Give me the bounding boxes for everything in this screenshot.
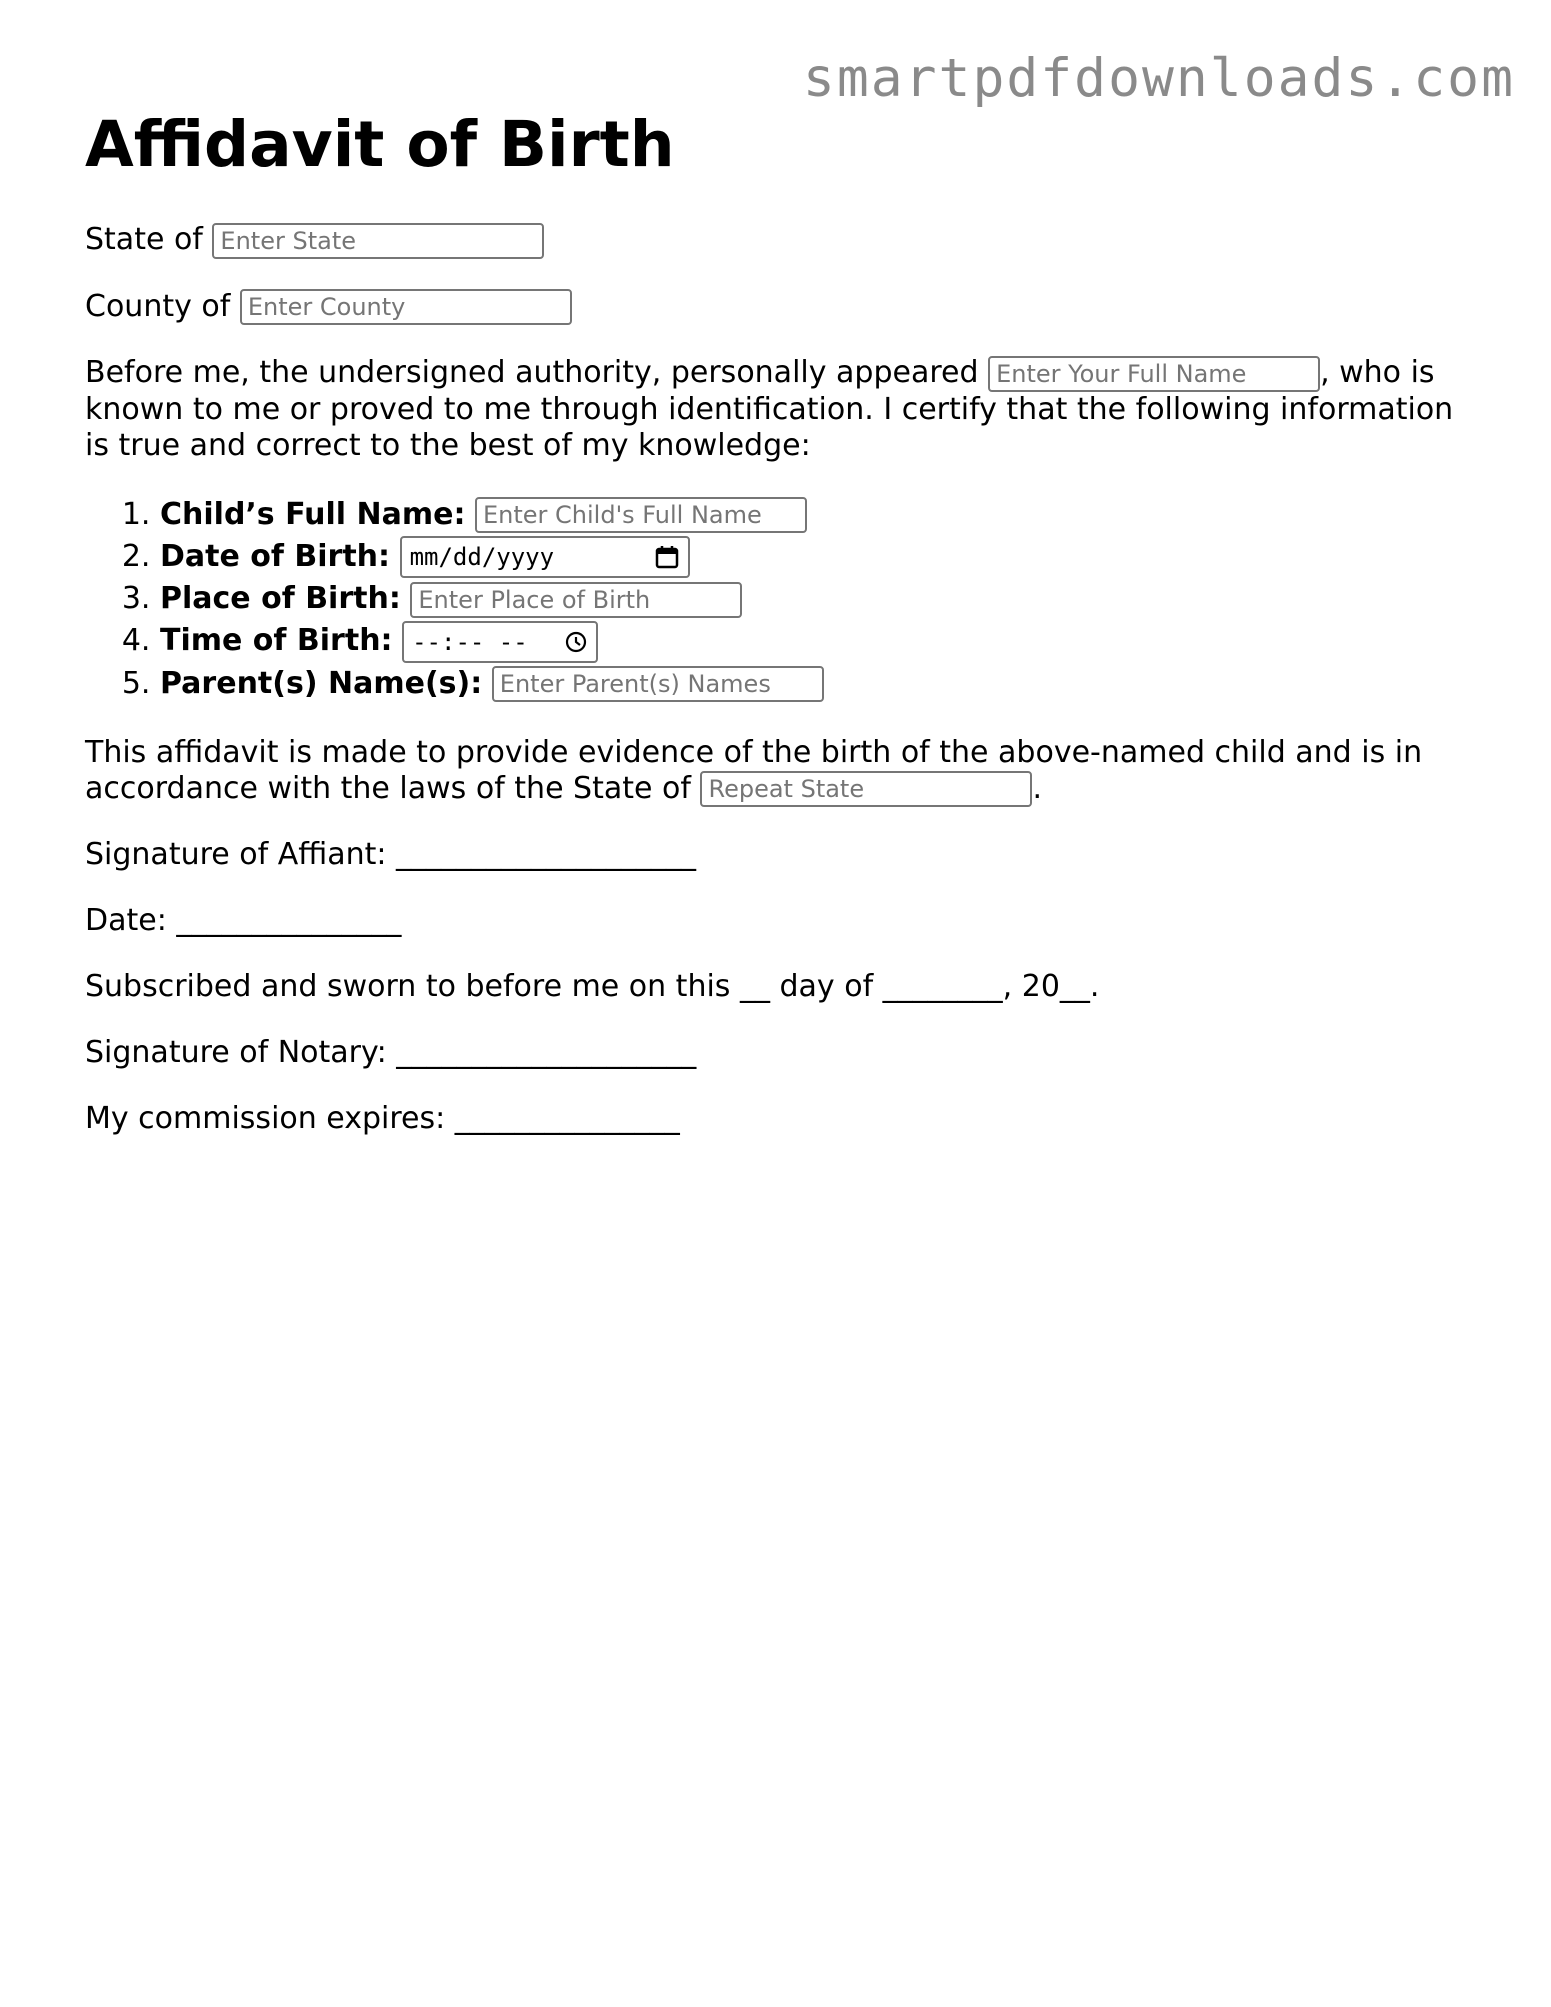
- repeat-state-input[interactable]: [700, 771, 1032, 807]
- parent-names-input[interactable]: [492, 666, 824, 702]
- child-name-input[interactable]: [475, 497, 807, 533]
- closing-text-before: This affidavit is made to provide evidence of the birth of the above-named child and is in accordance with the laws of the State of: [85, 734, 1423, 806]
- affidavit-form: [85, 108, 1475, 1167]
- clock-icon[interactable]: [564, 630, 588, 654]
- place-of-birth-input[interactable]: [410, 582, 742, 618]
- list-item-place-of-birth: [160, 578, 1475, 620]
- list-item-child-name: [160, 494, 1475, 536]
- commission-line: My commission expires: _______________: [85, 1101, 680, 1136]
- watermark: smartpdfdownloads.com: [802, 48, 1515, 109]
- county-label: County of: [85, 288, 231, 324]
- date-of-birth-input[interactable]: [400, 536, 690, 578]
- state-label: State of: [85, 222, 203, 257]
- time-of-birth-value: --:-- --: [412, 627, 528, 656]
- notary-signature-line: Signature of Notary: ____________________: [85, 1035, 697, 1070]
- affiant-name-input[interactable]: [988, 356, 1320, 392]
- state-input[interactable]: [212, 223, 544, 259]
- closing-paragraph: [85, 735, 1475, 808]
- list-item-time-of-birth: [160, 620, 1475, 663]
- list-item-date-of-birth: [160, 536, 1475, 579]
- intro-paragraph: [85, 355, 1475, 464]
- closing-text-after: .: [1032, 770, 1043, 806]
- intro-text-before: Before me, the undersigned authority, personally appeared: [85, 355, 979, 390]
- county-input[interactable]: [240, 289, 572, 325]
- sworn-line: Subscribed and sworn to before me on this __ day of ________, 20__.: [85, 969, 1100, 1004]
- list-item-parent-names: [160, 663, 1475, 705]
- place-of-birth-label: Place of Birth:: [160, 581, 401, 616]
- affiant-signature-line: Signature of Affiant: ____________________: [85, 837, 697, 872]
- county-line: [85, 289, 1475, 326]
- birth-details-list: [85, 494, 1475, 705]
- date-line: Date: _______________: [85, 903, 402, 938]
- parent-names-label: Parent(s) Name(s):: [160, 665, 483, 701]
- child-name-label: Child’s Full Name:: [160, 496, 466, 532]
- intro-text-after: , who is known to me or proved to me through identification. I certify that the following information is true and correct to the best of my knowledge:: [85, 355, 1454, 463]
- page-title: Affidavit of Birth: [85, 108, 675, 181]
- date-of-birth-label: Date of Birth:: [160, 538, 391, 574]
- time-of-birth-label: Time of Birth:: [160, 623, 393, 658]
- time-of-birth-input[interactable]: [402, 621, 598, 663]
- date-of-birth-value: mm/dd/yyyy: [409, 543, 555, 571]
- state-line: [85, 222, 1475, 259]
- calendar-icon[interactable]: [654, 544, 680, 570]
